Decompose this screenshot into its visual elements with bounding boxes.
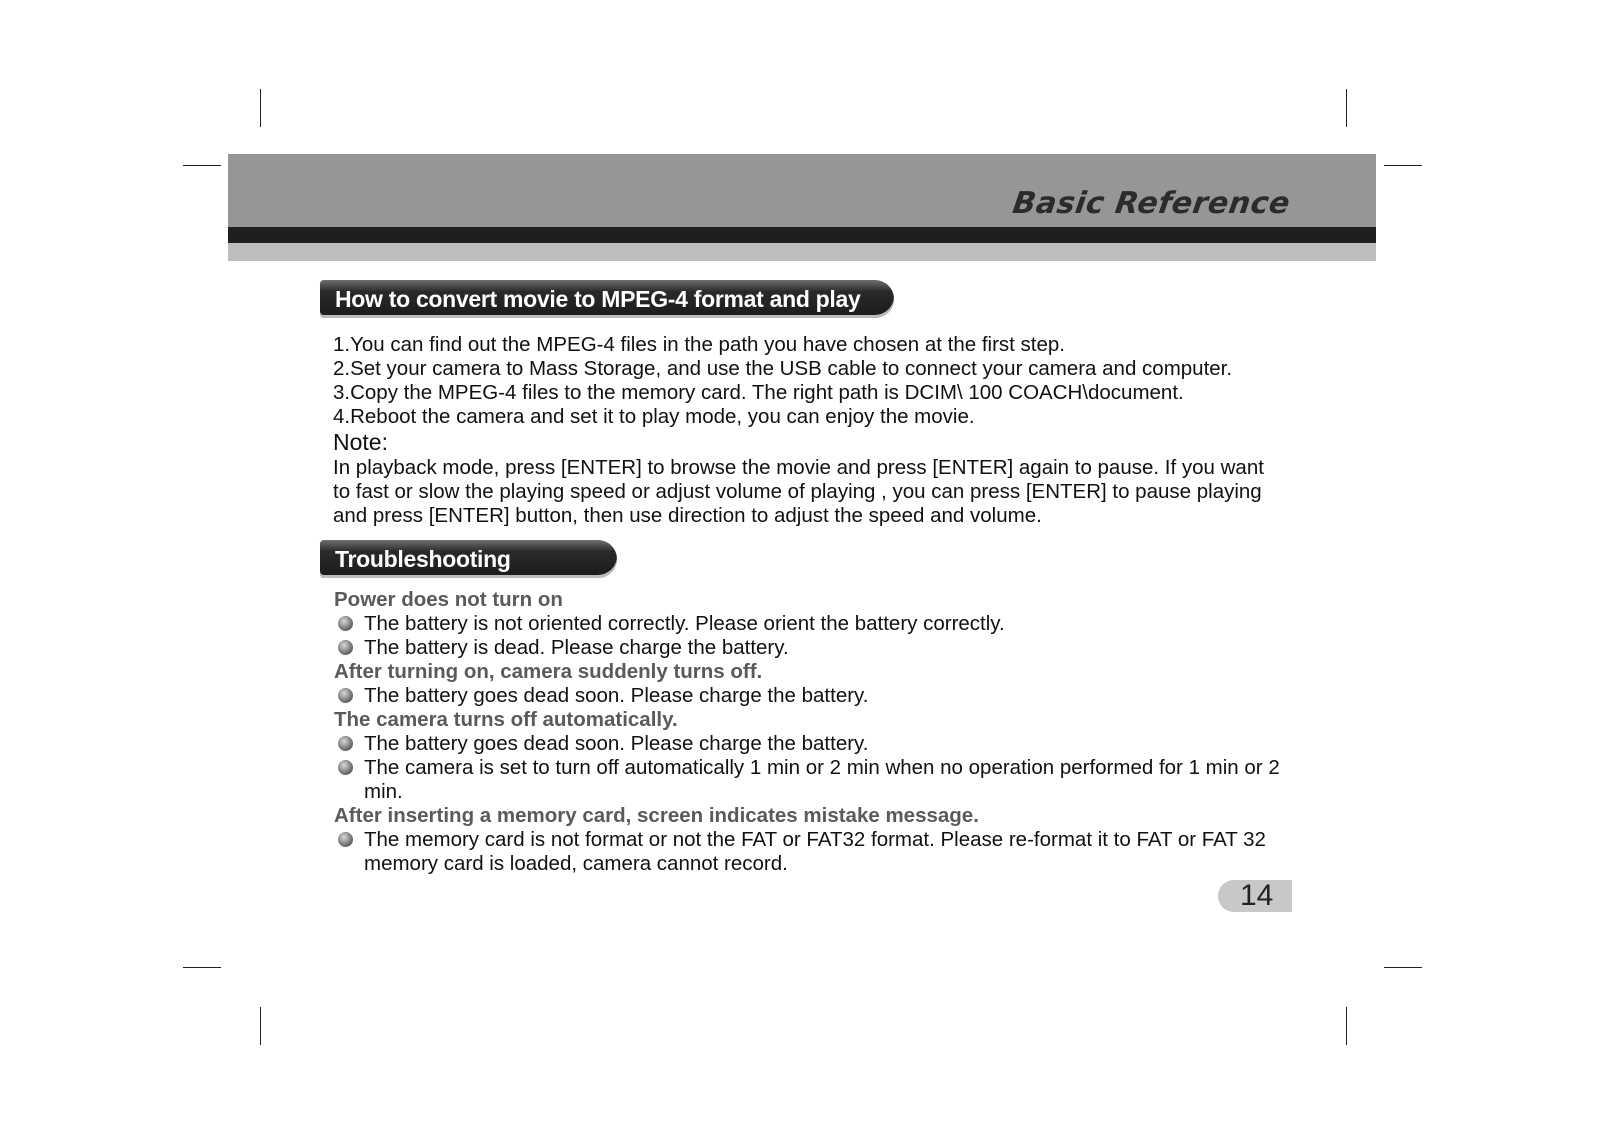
header-title: Basic Reference [1010, 186, 1293, 221]
crop-mark [1384, 165, 1422, 166]
bullet-icon [338, 688, 353, 703]
step-item: 3.Copy the MPEG-4 files to the memory card. The right path is DCIM\ 100 COACH\document. [333, 381, 1184, 404]
section-title: Troubleshooting [335, 546, 511, 572]
step-item: 1.You can find out the MPEG-4 files in the path you have chosen at the first step. [333, 333, 1065, 356]
header-band [228, 154, 1376, 261]
troubleshoot-item-text: The battery goes dead soon. Please charge the battery. [364, 732, 869, 755]
troubleshoot-heading: Power does not turn on [334, 588, 563, 611]
note-text: to fast or slow the playing speed or adjust volume of playing , you can press [ENTER] to pause playing [333, 480, 1262, 503]
crop-mark [1384, 967, 1422, 968]
page-number: 14 [1240, 879, 1274, 912]
page-number-badge [1218, 880, 1292, 912]
section-bar-convert [320, 280, 894, 318]
troubleshoot-heading: The camera turns off automatically. [334, 708, 678, 731]
crop-mark [1346, 89, 1347, 127]
note-text: In playback mode, press [ENTER] to browse the movie and press [ENTER] again to pause. If you want [333, 456, 1264, 479]
troubleshoot-item-text: The camera is set to turn off automatically 1 min or 2 min when no operation performed for 1 min or 2 min. [364, 756, 1280, 803]
section-bar-troubleshooting [320, 540, 617, 578]
bullet-icon [338, 736, 353, 751]
troubleshoot-heading: After inserting a memory card, screen indicates mistake message. [334, 804, 979, 827]
bullet-icon [338, 832, 353, 847]
crop-mark [183, 967, 221, 968]
troubleshoot-item-text: The battery is not oriented correctly. Please orient the battery correctly. [364, 612, 1005, 635]
note-text: and press [ENTER] button, then use direction to adjust the speed and volume. [333, 504, 1042, 527]
note-label: Note: [333, 429, 388, 455]
header-dark-strip [228, 227, 1376, 243]
step-item: 4.Reboot the camera and set it to play mode, you can enjoy the movie. [333, 405, 975, 428]
bullet-icon [338, 640, 353, 655]
crop-mark [1346, 1007, 1347, 1045]
troubleshoot-heading: After turning on, camera suddenly turns off. [334, 660, 763, 683]
crop-mark [260, 89, 261, 127]
troubleshoot-item-text: The battery is dead. Please charge the battery. [364, 636, 789, 659]
troubleshoot-item-text: The memory card is not format or not the FAT or FAT32 format. Please re-format it to FAT or FAT 32 memory card is loaded, camera cannot record. [364, 828, 1266, 875]
bullet-icon [338, 616, 353, 631]
crop-mark [183, 165, 221, 166]
section-title: How to convert movie to MPEG-4 format and play [335, 286, 861, 312]
bullet-icon [338, 760, 353, 775]
crop-mark [260, 1007, 261, 1045]
troubleshoot-item-text: The battery goes dead soon. Please charge the battery. [364, 684, 869, 707]
step-item: 2.Set your camera to Mass Storage, and use the USB cable to connect your camera and computer. [333, 357, 1233, 380]
